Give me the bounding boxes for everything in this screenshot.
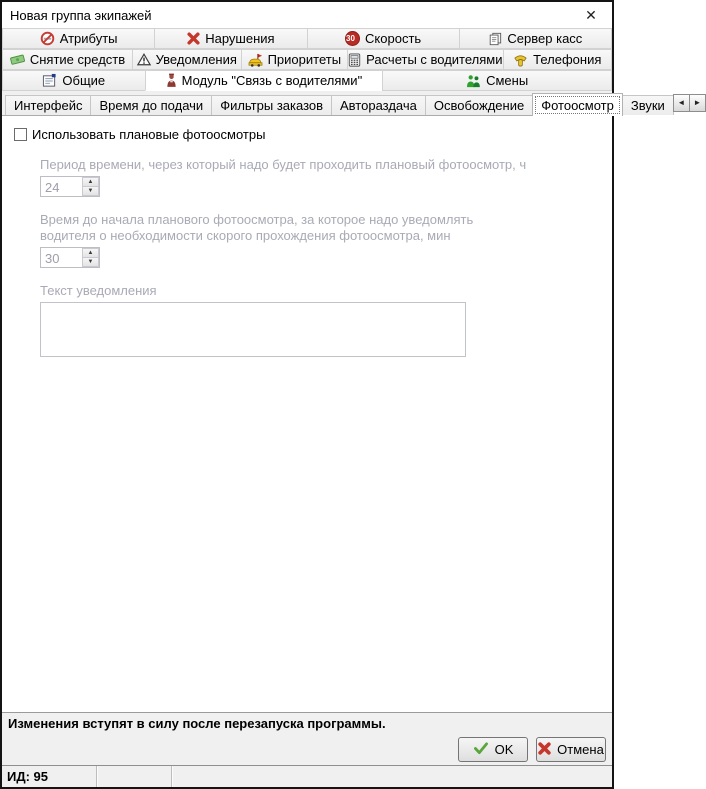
spin-down-icon[interactable]: ▼	[82, 186, 99, 196]
tab-notifications[interactable]	[132, 49, 242, 70]
tab-label: Фотоосмотр	[541, 97, 614, 113]
tab-label: Атрибуты	[59, 31, 118, 46]
tabrow-1	[2, 28, 612, 49]
period-spinner-value: 24	[45, 180, 60, 195]
phone-icon	[513, 53, 528, 67]
form-icon	[42, 73, 57, 88]
notify-label-line1: Время до начала планового фотоосмотра, за которое надо уведомлять	[40, 212, 474, 227]
tab-label: Автораздача	[340, 98, 417, 113]
tab-violations[interactable]	[154, 28, 307, 49]
cancel-button-label: Отмена	[557, 742, 604, 757]
tab-label: Уведомления	[155, 52, 237, 67]
tab-label: Нарушения	[205, 31, 275, 46]
window-title: Новая группа экипажей	[10, 7, 152, 23]
photo-inspection-panel	[2, 116, 612, 712]
use-planned-inspections-row	[14, 127, 600, 142]
notify-label-line2: водителя о необходимости скорого прохождения фотоосмотра, мин	[40, 228, 451, 243]
no-smoking-icon	[40, 31, 55, 46]
tab-speed[interactable]	[307, 28, 460, 49]
period-label: Период времени, через который надо будет проходить плановый фотоосмотр, ч	[40, 157, 527, 172]
tab-label: Звуки	[630, 98, 665, 113]
tab-order-filters[interactable]	[211, 95, 332, 115]
tab-label: Интерфейс	[14, 98, 83, 113]
restart-notice: Изменения вступят в силу после перезапуска программы.	[8, 716, 386, 731]
tab-label: Телефония	[533, 52, 602, 67]
ok-button-label: OK	[494, 742, 514, 757]
tab-priorities[interactable]	[241, 49, 349, 70]
tab-general[interactable]	[2, 70, 146, 91]
notify-spinner-buttons	[82, 248, 99, 267]
tab-label: Приоритеты	[267, 52, 342, 67]
tab-label: Расчеты с водителями	[366, 52, 503, 67]
tab-label: Фильтры заказов	[220, 98, 324, 113]
button-row	[8, 737, 606, 762]
cancel-button[interactable]	[536, 737, 606, 762]
calculator-icon	[348, 53, 361, 67]
money-icon	[10, 53, 25, 66]
ok-check-icon	[473, 742, 489, 758]
tabrow-2	[2, 49, 612, 70]
spin-down-icon[interactable]: ▼	[82, 257, 99, 267]
use-planned-inspections-checkbox[interactable]	[14, 128, 27, 141]
tab-sounds[interactable]	[622, 95, 674, 115]
tabrow-3	[2, 70, 612, 91]
spin-up-icon[interactable]: ▲	[82, 177, 99, 186]
tab-time-to-arrival[interactable]	[90, 95, 212, 115]
tab-scrollers	[674, 94, 706, 112]
tab-driver-settlements[interactable]	[347, 49, 503, 70]
tab-label: Модуль "Связь с водителями"	[181, 73, 363, 88]
person-icon	[166, 73, 177, 88]
spin-up-icon[interactable]: ▲	[82, 248, 99, 257]
tab-interface[interactable]	[5, 95, 91, 115]
taxi-flag-icon	[248, 53, 263, 67]
statusbar	[2, 765, 612, 787]
status-panel-3	[172, 766, 612, 787]
status-panel-2	[97, 766, 172, 787]
tab-label: Время до подачи	[99, 98, 204, 113]
message-label: Текст уведомления	[40, 283, 157, 298]
notify-spinner[interactable]	[40, 247, 100, 268]
titlebar	[2, 2, 612, 28]
cancel-cross-icon	[538, 742, 551, 758]
use-planned-inspections-label: Использовать плановые фотоосмотры	[32, 127, 266, 142]
inner-tabstrip	[2, 91, 702, 116]
tab-withdrawals[interactable]	[2, 49, 133, 70]
tab-release[interactable]	[425, 95, 533, 115]
tab-photo-inspection[interactable]	[532, 93, 623, 116]
message-group	[40, 283, 600, 360]
people-icon	[466, 74, 481, 88]
notify-group	[40, 212, 600, 268]
notification-text-input[interactable]	[40, 302, 466, 357]
tab-label: Освобождение	[433, 98, 525, 113]
tab-label: Смены	[486, 73, 529, 88]
status-id-panel: ИД: 95	[2, 766, 97, 787]
scroll-left-icon[interactable]: ◄	[673, 94, 690, 112]
tab-label: Снятие средств	[29, 52, 126, 67]
tab-telephony[interactable]	[503, 49, 613, 70]
tab-label: Общие	[62, 73, 106, 88]
notify-spinner-value: 30	[45, 251, 60, 266]
tab-driver-link-module[interactable]	[145, 70, 384, 91]
speed-limit-icon: 30	[345, 31, 360, 46]
tab-label: Скорость	[365, 31, 422, 46]
red-cross-icon	[187, 32, 200, 45]
period-group	[40, 157, 600, 197]
copy-pages-icon	[488, 32, 502, 46]
footer	[2, 712, 612, 765]
tab-auto-dispatch[interactable]	[331, 95, 426, 115]
tab-cash-server[interactable]	[459, 28, 612, 49]
period-spinner-buttons	[82, 177, 99, 196]
close-icon[interactable]: ✕	[585, 6, 597, 23]
tab-attributes[interactable]	[2, 28, 155, 49]
scroll-right-icon[interactable]: ►	[689, 94, 706, 112]
warning-icon	[137, 53, 151, 66]
period-spinner[interactable]	[40, 176, 100, 197]
tab-label: Сервер касс	[507, 31, 583, 46]
ok-button[interactable]	[458, 737, 528, 762]
tab-shifts[interactable]	[382, 70, 612, 91]
